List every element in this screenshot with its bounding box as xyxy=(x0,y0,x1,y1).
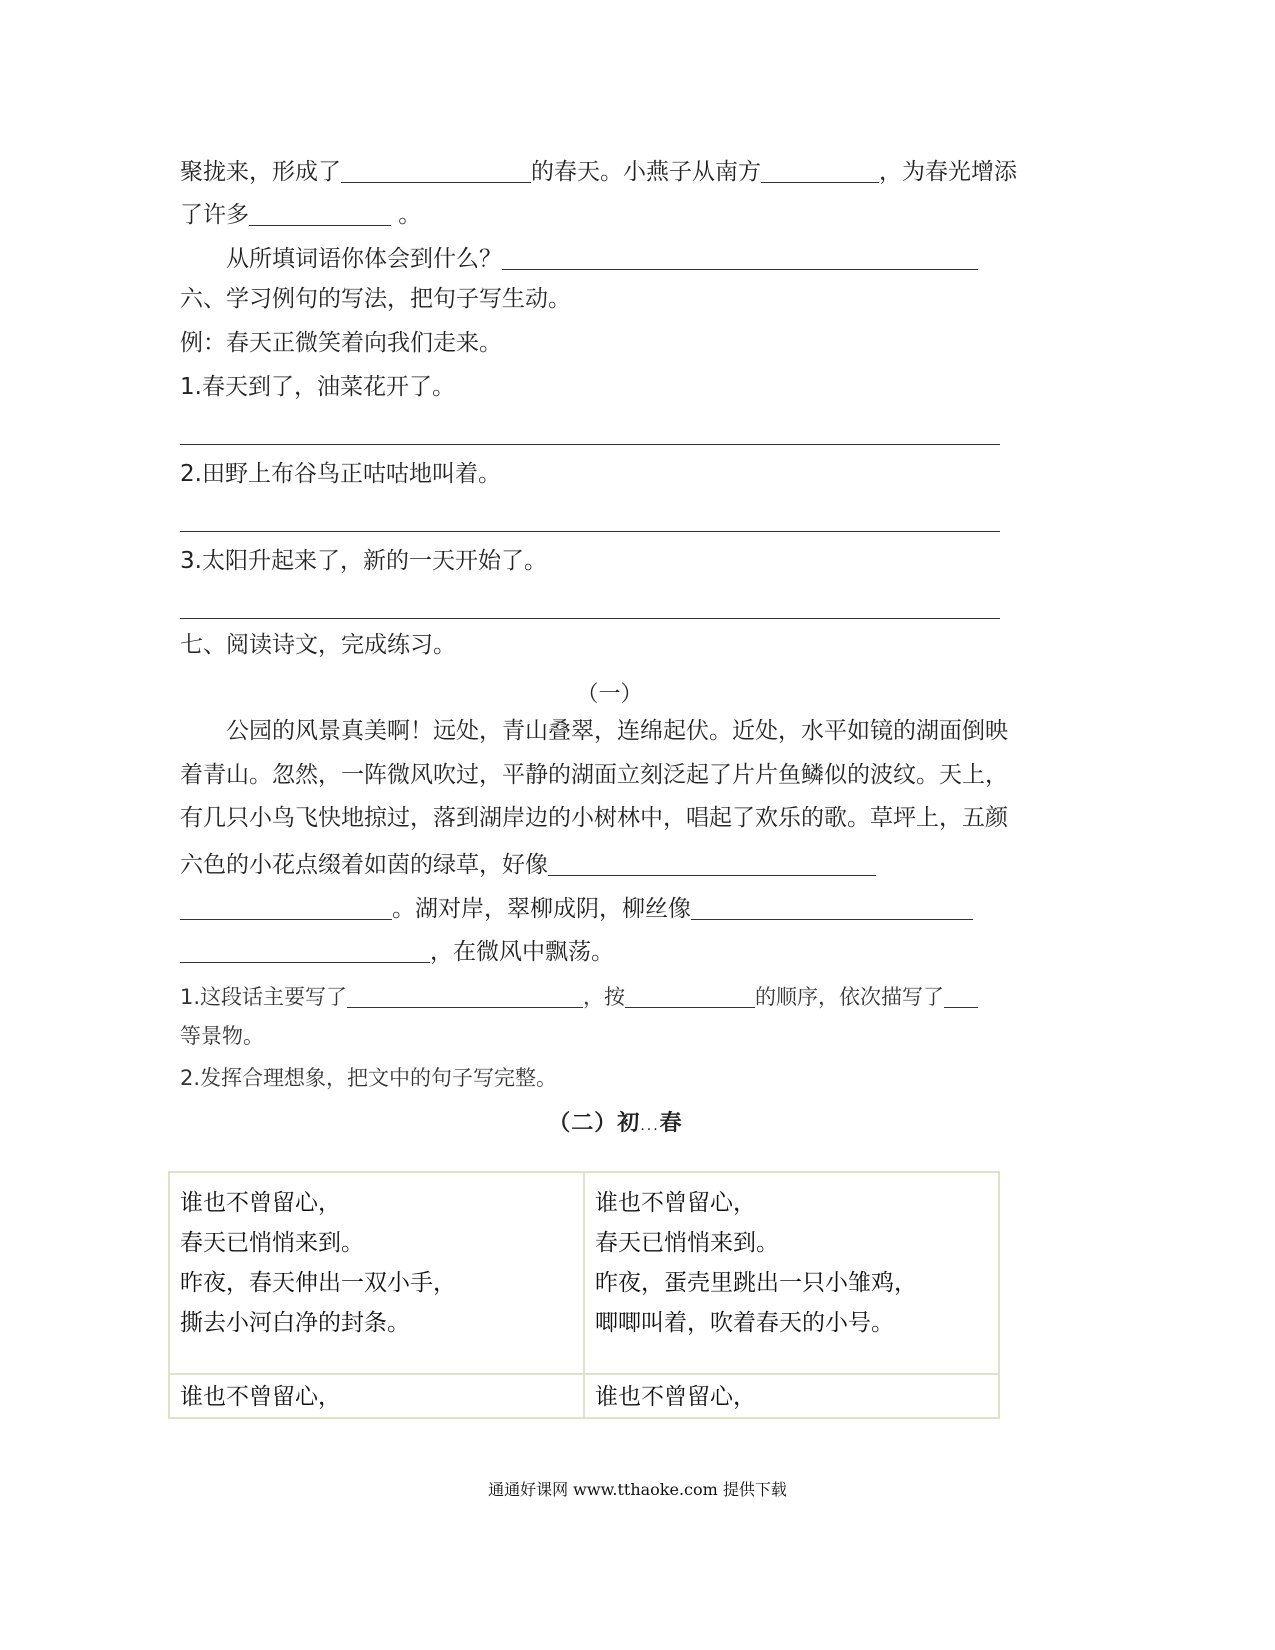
text: 了许多 xyxy=(180,202,249,228)
answer-line[interactable] xyxy=(180,531,1000,532)
fill-line-1 xyxy=(180,158,1017,184)
poem-line: 谁也不曾留心， xyxy=(595,1384,756,1410)
text: 六色的小花点缀着如茵的绿草，好像 xyxy=(180,852,548,878)
question-text: 从所填词语你体会到什么？ xyxy=(226,246,502,272)
answer-blank[interactable] xyxy=(347,983,583,1008)
exercise-item-3: 3.太阳升起来了，新的一天开始了。 xyxy=(180,548,547,574)
emphasis-dots: ... xyxy=(640,1118,660,1134)
poem-line: 春天已悄悄来到。 xyxy=(180,1230,364,1256)
poem-line: 昨夜，春天伸出一双小手， xyxy=(180,1270,456,1296)
poem-line: 谁也不曾留心， xyxy=(180,1384,341,1410)
answer-line[interactable] xyxy=(180,618,1000,619)
example-sentence: 例：春天正微笑着向我们走来。 xyxy=(180,330,502,356)
text: 聚拢来，形成了 xyxy=(180,159,341,185)
text: ，在微风中飘荡。 xyxy=(430,939,614,965)
passage-line: 有几只小鸟飞快地掠过，落到湖岸边的小树林中，唱起了欢乐的歌。草坪上，五颜 xyxy=(180,805,1008,831)
question-1-cont: 等景物。 xyxy=(180,1024,264,1048)
text: 。 xyxy=(391,202,422,228)
poem-line: 春天已悄悄来到。 xyxy=(595,1230,779,1256)
answer-blank[interactable] xyxy=(944,983,978,1008)
text: 。湖对岸，翠柳成阴，柳丝像 xyxy=(392,896,691,922)
text: 1.这段话主要写了 xyxy=(180,985,348,1009)
heading-text: 春 xyxy=(659,1110,683,1136)
poem-line: 昨夜，蛋壳里跳出一只小雏鸡， xyxy=(595,1270,917,1296)
section-6-title: 六、学习例句的写法，把句子写生动。 xyxy=(180,286,571,312)
question-2: 2.发挥合理想象，把文中的句子写完整。 xyxy=(180,1066,558,1090)
poem-stanza xyxy=(584,1374,999,1418)
passage-line: 着青山。忽然，一阵微风吹过，平静的湖面立刻泛起了片片鱼鳞似的波纹。天上， xyxy=(180,762,1008,788)
text: ，为春光增添 xyxy=(879,159,1017,185)
section-7-title: 七、阅读诗文，完成练习。 xyxy=(180,632,456,658)
poem-line: 撕去小河白净的封条。 xyxy=(180,1310,410,1336)
answer-blank[interactable] xyxy=(341,158,531,183)
answer-line[interactable] xyxy=(180,444,1000,445)
poem-stanza xyxy=(169,1374,584,1418)
answer-blank[interactable] xyxy=(691,895,973,920)
poem-line: 谁也不曾留心， xyxy=(180,1190,341,1216)
answer-blank[interactable] xyxy=(548,851,876,876)
passage-line xyxy=(180,938,614,964)
answer-blank[interactable] xyxy=(625,983,755,1008)
page-footer: 通通好课网 www.tthaoke.com 提供下载 xyxy=(488,1480,787,1499)
exercise-item-2: 2.田野上布谷鸟正咕咕地叫着。 xyxy=(180,461,501,487)
poem-line: 唧唧叫着，吹着春天的小号。 xyxy=(595,1310,894,1336)
text: 的春天。小燕子从南方 xyxy=(531,159,761,185)
answer-blank[interactable] xyxy=(180,938,430,963)
passage-line xyxy=(180,895,973,921)
answer-blank[interactable] xyxy=(249,201,391,226)
part-1-heading: （一） xyxy=(576,682,643,707)
text: 的顺序，依次描写了 xyxy=(755,985,945,1009)
poem-line: 谁也不曾留心， xyxy=(595,1190,756,1216)
exercise-item-1: 1.春天到了，油菜花开了。 xyxy=(180,374,455,400)
passage-line xyxy=(180,851,876,877)
poem-table xyxy=(168,1171,1000,1419)
question-1 xyxy=(180,983,978,1008)
answer-blank[interactable] xyxy=(180,895,392,920)
text: ，按 xyxy=(583,985,626,1009)
answer-blank[interactable] xyxy=(502,245,978,270)
part-2-heading xyxy=(0,1106,1253,1137)
fill-line-3 xyxy=(226,245,978,271)
poem-stanza xyxy=(169,1172,584,1374)
fill-line-2 xyxy=(180,201,421,227)
passage-line: 公园的风景真美啊！远处，青山叠翠，连绵起伏。近处，水平如镜的湖面倒映 xyxy=(226,718,1008,744)
answer-blank[interactable] xyxy=(761,158,879,183)
poem-stanza xyxy=(584,1172,999,1374)
heading-text: （二）初 xyxy=(548,1110,641,1136)
